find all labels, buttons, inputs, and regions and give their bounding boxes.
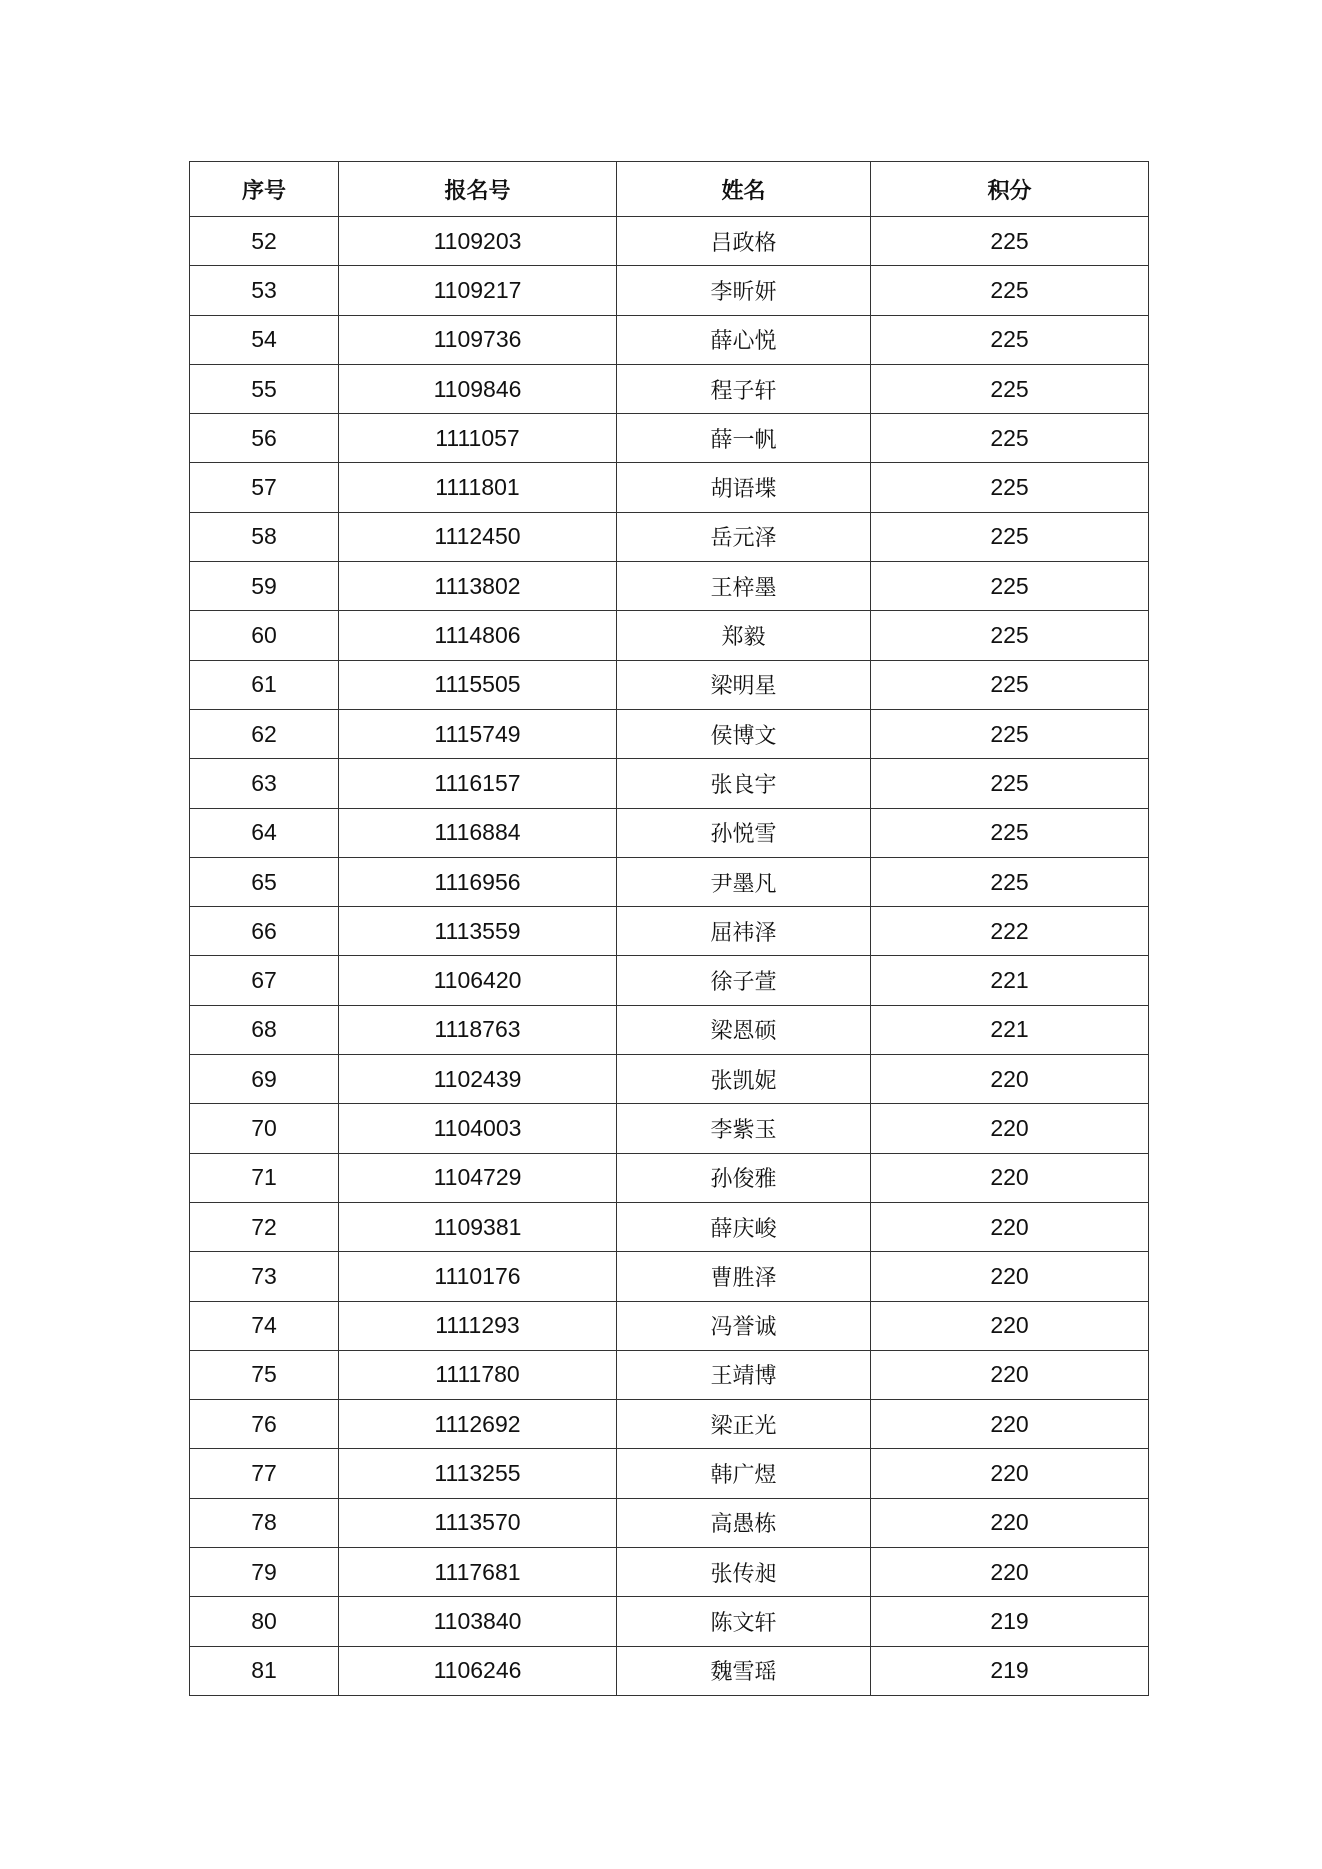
cell-serial: 64 [190,808,339,857]
cell-serial: 67 [190,956,339,1005]
cell-name: 高愚栋 [617,1498,871,1547]
cell-name: 孙俊雅 [617,1153,871,1202]
table-header [190,162,1149,217]
cell-registration-number: 1111780 [339,1350,617,1399]
cell-registration-number: 1116956 [339,857,617,906]
cell-points: 225 [871,808,1149,857]
cell-serial: 75 [190,1350,339,1399]
cell-points: 225 [871,217,1149,266]
table-row [190,1498,1149,1547]
table-row [190,808,1149,857]
cell-serial: 74 [190,1301,339,1350]
table-row [190,512,1149,561]
cell-serial: 53 [190,266,339,315]
cell-registration-number: 1106246 [339,1646,617,1695]
cell-serial: 78 [190,1498,339,1547]
cell-serial: 56 [190,414,339,463]
cell-points: 225 [871,414,1149,463]
header-registration-number: 报名号 [339,162,617,217]
cell-points: 225 [871,611,1149,660]
table-row [190,562,1149,611]
cell-points: 220 [871,1400,1149,1449]
cell-name: 薛一帆 [617,414,871,463]
cell-name: 侯博文 [617,709,871,758]
table-row [190,364,1149,413]
table-row [190,1055,1149,1104]
cell-points: 220 [871,1301,1149,1350]
cell-name: 程子轩 [617,364,871,413]
cell-serial: 72 [190,1202,339,1251]
cell-name: 张传昶 [617,1548,871,1597]
cell-points: 220 [871,1548,1149,1597]
cell-points: 220 [871,1104,1149,1153]
cell-points: 220 [871,1055,1149,1104]
cell-points: 225 [871,660,1149,709]
cell-name: 薛庆峻 [617,1202,871,1251]
table-row [190,907,1149,956]
table-body [190,217,1149,1696]
cell-serial: 80 [190,1597,339,1646]
cell-registration-number: 1112692 [339,1400,617,1449]
cell-name: 梁正光 [617,1400,871,1449]
cell-name: 薛心悦 [617,315,871,364]
cell-serial: 63 [190,759,339,808]
cell-points: 225 [871,512,1149,561]
cell-registration-number: 1106420 [339,956,617,1005]
cell-points: 221 [871,1005,1149,1054]
table-row [190,1597,1149,1646]
cell-name: 冯誉诚 [617,1301,871,1350]
cell-name: 屈祎泽 [617,907,871,956]
cell-registration-number: 1118763 [339,1005,617,1054]
cell-name: 韩广煜 [617,1449,871,1498]
cell-registration-number: 1113255 [339,1449,617,1498]
table-row [190,1301,1149,1350]
cell-registration-number: 1109381 [339,1202,617,1251]
cell-registration-number: 1111801 [339,463,617,512]
cell-name: 魏雪瑶 [617,1646,871,1695]
table-row [190,463,1149,512]
header-name: 姓名 [617,162,871,217]
cell-name: 张良宇 [617,759,871,808]
cell-serial: 81 [190,1646,339,1695]
cell-name: 李紫玉 [617,1104,871,1153]
table-row [190,660,1149,709]
cell-points: 225 [871,562,1149,611]
table-row [190,759,1149,808]
cell-name: 王靖博 [617,1350,871,1399]
cell-serial: 62 [190,709,339,758]
table-row [190,1400,1149,1449]
cell-name: 孙悦雪 [617,808,871,857]
cell-serial: 68 [190,1005,339,1054]
table-row [190,1548,1149,1597]
cell-serial: 69 [190,1055,339,1104]
table-row [190,1153,1149,1202]
cell-registration-number: 1110176 [339,1252,617,1301]
cell-serial: 79 [190,1548,339,1597]
cell-serial: 77 [190,1449,339,1498]
cell-registration-number: 1109203 [339,217,617,266]
cell-points: 222 [871,907,1149,956]
cell-name: 郑毅 [617,611,871,660]
cell-registration-number: 1104729 [339,1153,617,1202]
cell-serial: 66 [190,907,339,956]
cell-points: 225 [871,364,1149,413]
table-row [190,414,1149,463]
cell-serial: 60 [190,611,339,660]
cell-name: 李昕妍 [617,266,871,315]
cell-serial: 65 [190,857,339,906]
cell-points: 219 [871,1597,1149,1646]
cell-serial: 76 [190,1400,339,1449]
cell-name: 岳元泽 [617,512,871,561]
cell-name: 吕政格 [617,217,871,266]
cell-points: 220 [871,1153,1149,1202]
cell-name: 徐子萱 [617,956,871,1005]
cell-name: 尹墨凡 [617,857,871,906]
cell-serial: 57 [190,463,339,512]
cell-registration-number: 1111057 [339,414,617,463]
cell-registration-number: 1114806 [339,611,617,660]
table-row [190,857,1149,906]
cell-serial: 59 [190,562,339,611]
cell-registration-number: 1113802 [339,562,617,611]
header-serial: 序号 [190,162,339,217]
table-row [190,956,1149,1005]
cell-registration-number: 1117681 [339,1548,617,1597]
cell-name: 梁恩硕 [617,1005,871,1054]
cell-registration-number: 1113570 [339,1498,617,1547]
table-row [190,1252,1149,1301]
cell-points: 225 [871,857,1149,906]
cell-points: 225 [871,709,1149,758]
cell-points: 225 [871,266,1149,315]
header-row [190,162,1149,217]
cell-serial: 73 [190,1252,339,1301]
cell-name: 陈文轩 [617,1597,871,1646]
cell-serial: 58 [190,512,339,561]
header-points: 积分 [871,162,1149,217]
cell-points: 225 [871,315,1149,364]
cell-name: 张凯妮 [617,1055,871,1104]
cell-registration-number: 1115749 [339,709,617,758]
cell-registration-number: 1109846 [339,364,617,413]
table-row [190,217,1149,266]
table-row [190,1350,1149,1399]
table-row [190,315,1149,364]
table-row [190,1005,1149,1054]
cell-points: 220 [871,1498,1149,1547]
table-row [190,611,1149,660]
cell-points: 220 [871,1202,1149,1251]
cell-serial: 52 [190,217,339,266]
table-row [190,1646,1149,1695]
cell-registration-number: 1109217 [339,266,617,315]
cell-points: 219 [871,1646,1149,1695]
cell-serial: 71 [190,1153,339,1202]
cell-registration-number: 1103840 [339,1597,617,1646]
table-row [190,266,1149,315]
cell-registration-number: 1112450 [339,512,617,561]
cell-points: 220 [871,1449,1149,1498]
table-row [190,1104,1149,1153]
cell-serial: 70 [190,1104,339,1153]
cell-name: 王梓墨 [617,562,871,611]
cell-registration-number: 1115505 [339,660,617,709]
table-row [190,1449,1149,1498]
cell-name: 曹胜泽 [617,1252,871,1301]
cell-serial: 61 [190,660,339,709]
cell-registration-number: 1116157 [339,759,617,808]
cell-points: 221 [871,956,1149,1005]
cell-name: 梁明星 [617,660,871,709]
cell-registration-number: 1104003 [339,1104,617,1153]
cell-points: 225 [871,759,1149,808]
cell-registration-number: 1113559 [339,907,617,956]
cell-serial: 54 [190,315,339,364]
cell-registration-number: 1116884 [339,808,617,857]
cell-points: 225 [871,463,1149,512]
roster-table [189,161,1149,1696]
cell-name: 胡语堞 [617,463,871,512]
cell-registration-number: 1111293 [339,1301,617,1350]
cell-registration-number: 1102439 [339,1055,617,1104]
table-row [190,709,1149,758]
table-row [190,1202,1149,1251]
cell-registration-number: 1109736 [339,315,617,364]
cell-points: 220 [871,1252,1149,1301]
cell-serial: 55 [190,364,339,413]
cell-points: 220 [871,1350,1149,1399]
